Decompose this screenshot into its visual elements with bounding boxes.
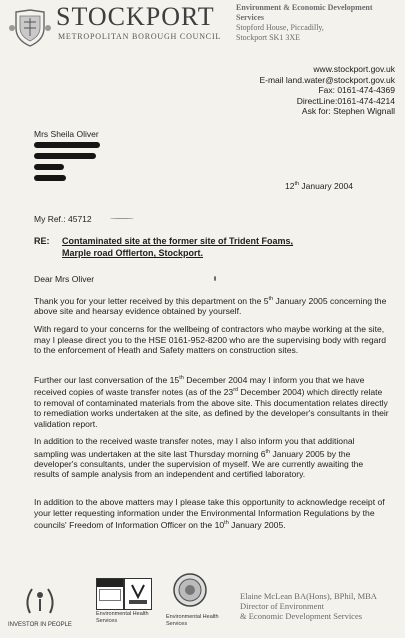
reference: My Ref.: 45712 (34, 214, 92, 224)
council-name: STOCKPORT (56, 2, 215, 31)
contact-web: www.stockport.gov.uk (313, 64, 395, 74)
council-subtitle: METROPOLITAN BOROUGH COUNCIL (58, 32, 222, 41)
subject-line-1: Contaminated site at the former site of Trident Foams, (62, 236, 294, 246)
paragraph-3: Further our last conversation of the 15th December 2004 may I inform you that we have received copies of waste transfer notes (as of the 23rd December 2004) which directly relate to removal of contaminated materials from the above site. This documentation relates directly to remediation works undertaken at the site, as defined by the developer's consultants in their validation report. (34, 374, 389, 429)
contact-ask-for: Ask for: Stephen Wignall (301, 106, 395, 117)
redacted-address-line (34, 142, 100, 148)
contact-block (259, 64, 395, 117)
contact-email: E-mail land.water@stockport.gov.uk (259, 74, 395, 85)
investor-in-people-logo-icon (22, 583, 58, 619)
redacted-address-line (34, 164, 64, 170)
department-block (236, 3, 401, 43)
paragraph-2: With regard to your concerns for the wellbeing of contractors who maybe working at the site, may I please direct you to the HSE 0161-952-8200 who are the supervising body with regard to the enforcement of Heath and Safety matters on construction sites. (34, 324, 387, 355)
salutation: Dear Mrs Oliver (34, 274, 95, 284)
quality-caption-line-2: Services (96, 617, 118, 624)
investor-caption: INVESTOR IN PEOPLE (8, 622, 72, 628)
signature-name: Elaine McLean BA(Hons), BPhil, MBA (240, 591, 377, 601)
paragraph-1: Thank you for your letter received by this department on the 5th January 2005 concerning the above site and hearsay evidence obtained by yourself. (34, 295, 387, 317)
award-caption-line-2: Services (166, 620, 188, 627)
signature-title-1: Director of Environment (240, 601, 325, 611)
subject-line-2: Marple road Offlerton, Stockport. (62, 248, 204, 258)
paper-mark (110, 218, 134, 219)
paragraph-5: In addition to the above matters may I please take this opportunity to acknowledge receipt of your letter requesting information under the Environmental Information Regulations by the councils' Freedom of Information Officer on the 10th January 2005. (34, 497, 385, 530)
redacted-address-line (34, 175, 66, 181)
recipient-name: Mrs Sheila Oliver (34, 129, 99, 139)
department-title-1: Environment & Economic Development (236, 3, 373, 12)
department-title-2: Services (236, 13, 264, 22)
contact-fax: Fax: 0161-474-4369 (318, 85, 395, 96)
signature-title-2: & Economic Development Services (240, 611, 363, 621)
quality-caption-line-1: Environmental Health (96, 611, 149, 617)
paper-mark (214, 276, 216, 281)
award-seal-icon (172, 572, 208, 608)
award-caption-line-1: Environmental Health (166, 614, 219, 620)
contact-direct-line: DirectLine:0161-474-4214 (296, 95, 395, 106)
department-address-2: Stockport SK1 3XE (236, 33, 300, 42)
quality-assured-badge-icon (96, 578, 124, 610)
subject-label: RE: (34, 236, 50, 246)
department-address-1: Stopford House, Piccadilly, (236, 23, 324, 32)
award-caption (166, 614, 219, 627)
letter-date: 12th January 2004 (285, 181, 353, 191)
paragraph-4: In addition to the received waste transfer notes, may I also inform you that additional sampling was undertaken at the site last Thursday morning 6th January 2005 by the developer's consultants, under the supervision of myself. We are currently awaiting the results of sample analysis from an independent and certified laboratory. (34, 436, 364, 480)
redacted-address-line (34, 153, 96, 159)
council-crest-icon (8, 6, 52, 48)
quality-caption (96, 611, 149, 624)
signature-block (240, 591, 377, 621)
ukas-badge-icon (124, 578, 152, 610)
